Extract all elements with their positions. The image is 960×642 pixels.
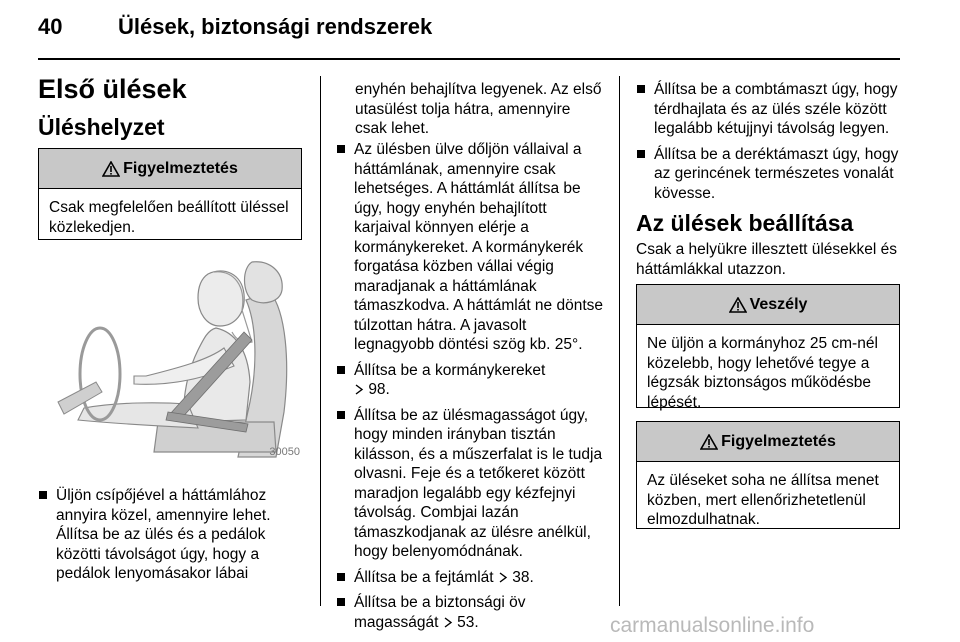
- driver-seat-figure: [38, 252, 302, 462]
- list-item: Az ülésben ülve dőljön vállaival a háttámlának, amennyire csak lehetséges. A háttámlát állítsa be úgy, hogy enyhén behajlított karjaival könnyen elérje a kormánykereket. A kormánykerék forgatása közben vállai végig maradjanak a háttámlának támaszkodva. A háttámlát ne döntse túlzottan hátra. A javasolt legnagyobb döntési szög kb. 25°.: [336, 140, 606, 355]
- list-item: Állítsa be a fejtámlát 38.: [336, 568, 606, 588]
- section-header: Ülések, biztonsági rendszerek: [118, 14, 433, 39]
- header-rule: [38, 58, 900, 60]
- col2-bullet-list: [336, 140, 606, 638]
- page-reference-icon: [354, 384, 364, 395]
- page-number: 40: [38, 14, 63, 39]
- warning-box-title: Figyelmeztetés: [123, 159, 238, 177]
- danger-box-title: Veszély: [749, 295, 808, 313]
- page-reference[interactable]: 98.: [368, 381, 390, 398]
- list-item: Állítsa be az ülésmagasságot úgy, hogy minden irányban tisztán kilásson, és a műszerfalat is le tudja olvasni. Feje és a tetőkeret között maradjon legalább egy kézfejnyi távolság. Combjai lazán támaszkodjanak az ülésre anélkül, hogy belenyomódnának.: [336, 406, 606, 562]
- warning-box-2-header: [637, 422, 899, 462]
- danger-box-text: Ne üljön a kormányhoz 25 cm-nél közelebb, hogy lehetővé tegye a légzsák biztonságos működésbe lépését.: [647, 335, 878, 411]
- page-reference[interactable]: 38.: [512, 568, 534, 586]
- bullet-icon: [637, 85, 645, 93]
- warning-box-header: [39, 149, 301, 189]
- watermark: carmanualsonline.info: [610, 614, 815, 637]
- page-reference[interactable]: 53.: [457, 613, 479, 631]
- bullet-icon: [337, 366, 345, 374]
- warning-box-2-text: Az üléseket soha ne állítsa menet közben, mert ellenőrizhetetlenül elmozdulhatnak.: [647, 472, 879, 528]
- bullet-icon: [637, 150, 645, 158]
- warning-box: [38, 148, 302, 240]
- page-reference-icon: [498, 572, 508, 583]
- danger-box: [636, 284, 900, 411]
- bullet-icon: [337, 145, 345, 153]
- col1-bullet-list: [38, 486, 308, 590]
- list-item: Állítsa be a combtámaszt úgy, hogy térdhajlata és az ülés széle között legalább kétujjnyi távolság legyen.: [636, 80, 904, 139]
- bullet-icon: [337, 573, 345, 581]
- bullet-icon: [337, 598, 345, 606]
- warning-box-text: Csak megfelelően beállított üléssel közlekedjen.: [49, 199, 289, 236]
- subsection-title: Üléshelyzet: [38, 114, 165, 140]
- seat-position-illustration: [38, 252, 302, 462]
- bullet-icon: [337, 411, 345, 419]
- section-title: Az ülések beállítása: [636, 210, 854, 236]
- danger-box-header: [637, 285, 899, 325]
- list-item: Üljön csípőjével a háttámlához annyira közel, amennyire lehet. Állítsa be az ülés és a pedálok közötti távolságot úgy, hogy a pedálok lenyomásakor lábai: [38, 486, 308, 584]
- intro-text: Csak a helyükre illesztett ülésekkel és háttámlákkal utazzon.: [636, 241, 898, 278]
- warning-box-2-title: Figyelmeztetés: [721, 432, 836, 450]
- bullet-icon: [39, 491, 47, 499]
- figure-label: 30050: [269, 446, 300, 458]
- warning-triangle-icon: [700, 434, 718, 450]
- warning-triangle-icon: [729, 297, 747, 313]
- warning-triangle-icon: [102, 161, 120, 177]
- list-item: Állítsa be a deréktámaszt úgy, hogy az gerincének természetes vonalát kövesse.: [636, 145, 904, 204]
- column-divider-2: [619, 76, 620, 606]
- col3-bullet-list: [636, 80, 904, 209]
- page-reference-icon: [443, 617, 453, 628]
- column-divider-1: [320, 76, 321, 606]
- list-item: Állítsa be a biztonsági öv magasságát 53.: [336, 593, 606, 632]
- continued-text: enyhén behajlítva legyenek. Az első utasülést tolja hátra, amennyire csak lehet.: [355, 81, 602, 137]
- list-item: Állítsa be a kormánykereket 98.: [336, 361, 606, 400]
- warning-box-2: [636, 421, 900, 529]
- page-title: Első ülések: [38, 74, 187, 104]
